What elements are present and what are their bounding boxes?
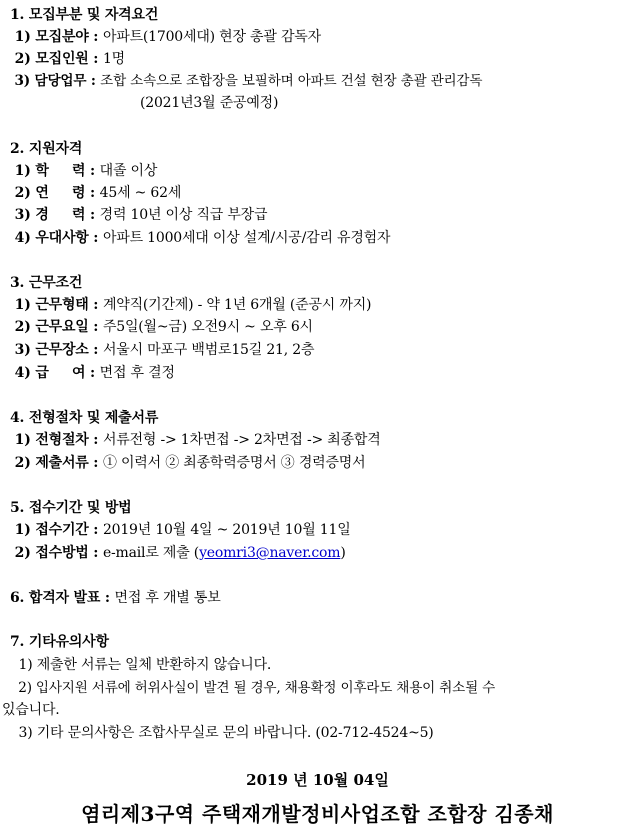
s1-item-3-label: 3) 담당업무 :	[10, 73, 101, 89]
s2-item-2-label: 2) 연 령 :	[10, 185, 100, 201]
s5-item-2-label: 2) 접수방법 :	[10, 545, 103, 561]
s2-item-2-value: 45세 ~ 62세	[99, 185, 182, 201]
s2-item-4-value: 아파트 1000세대 이상 설계/시공/감리 유경험자	[102, 230, 391, 246]
s5-item-1-label: 1) 접수기간 :	[10, 522, 103, 538]
s1-item-1-label: 1) 모집분야 :	[10, 29, 103, 45]
s3-item-3-label: 3) 근무장소 :	[10, 342, 103, 358]
s3-item-1	[10, 296, 371, 314]
s3-item-3	[10, 341, 314, 359]
s2-item-4-label: 4) 우대사항 :	[10, 230, 103, 246]
s4-item-2-label: 2) 제출서류 :	[10, 455, 103, 471]
email-link[interactable]: yeomri3@naver.com	[199, 545, 341, 561]
s3-item-1-label: 1) 근무형태 :	[10, 297, 103, 313]
s3-item-1-value: 계약직(기간제) - 약 1년 6개월 (준공시 까지)	[102, 297, 372, 313]
section-4-title: 4. 전형절차 및 제출서류	[10, 410, 159, 426]
notice-date: 2019 년 10월 04일	[246, 771, 389, 789]
s7-item-3: 3) 기타 문의사항은 조합사무실로 문의 바랍니다. (02-712-4524~5)	[10, 725, 434, 741]
section-2-title: 2. 지원자격	[10, 141, 83, 157]
s1-item-3-value: 조합 소속으로 조합장을 보필하며 아파트 건설 현장 총괄 관리감독	[100, 73, 483, 89]
s2-item-1-value: 대졸 이상	[99, 163, 158, 179]
s1-item-2-label: 2) 모집인원 :	[10, 51, 103, 67]
section-6-value: 면접 후 개별 통보	[114, 590, 221, 606]
s2-item-3	[10, 206, 267, 224]
s2-item-3-label: 3) 경 력 :	[10, 207, 100, 223]
s4-item-1-label: 1) 전형절차 :	[10, 432, 103, 448]
s7-item-2: 2) 입사지원 서류에 허위사실이 발견 될 경우, 채용확정 이후라도 채용이 취소될 수	[10, 680, 496, 696]
section-3-title: 3. 근무조건	[10, 275, 83, 291]
section-5-title: 5. 접수기간 및 방법	[10, 500, 132, 516]
s5-item-1	[10, 521, 351, 539]
s4-item-2-value: ① 이력서 ② 최종학력증명서 ③ 경력증명서	[102, 455, 366, 471]
s1-item-2	[10, 50, 125, 68]
s5-item-2	[10, 544, 346, 562]
s2-item-1	[10, 162, 157, 180]
s2-item-1-label: 1) 학 력 :	[10, 163, 100, 179]
s5-item-2-value: e-mail로 제출 (	[102, 545, 200, 561]
s3-item-4	[10, 364, 175, 382]
s3-item-4-label: 4) 급 여 :	[10, 365, 100, 381]
s1-item-1	[10, 28, 321, 46]
s3-item-3-value: 서울시 마포구 백범로15길 21, 2층	[102, 342, 315, 358]
s3-item-2-label: 2) 근무요일 :	[10, 319, 103, 335]
s7-item-1: 1) 제출한 서류는 일체 반환하지 않습니다.	[10, 657, 272, 673]
s4-item-1	[10, 431, 381, 449]
s2-item-3-value: 경력 10년 이상 직급 부장급	[99, 207, 268, 223]
s7-item-2-continuation: 있습니다.	[2, 702, 60, 718]
s5-item-1-value: 2019년 10월 4일 ~ 2019년 10월 11일	[102, 522, 351, 538]
s1-item-2-value: 1명	[102, 51, 125, 67]
s4-item-2	[10, 454, 365, 472]
s2-item-4	[10, 229, 390, 247]
s3-item-2-value: 주5일(월~금) 오전9시 ~ 오후 6시	[102, 319, 313, 335]
s1-item-3-continuation: (2021년3월 준공예정)	[140, 95, 279, 111]
s4-item-1-value: 서류전형 -> 1차면접 -> 2차면접 -> 최종합격	[102, 432, 381, 448]
s5-item-2-close: )	[340, 545, 346, 561]
s1-item-1-value: 아파트(1700세대) 현장 총괄 감독자	[102, 29, 321, 45]
section-7-title: 7. 기타유의사항	[10, 634, 109, 650]
s3-item-2	[10, 318, 313, 336]
s1-item-3	[10, 72, 482, 90]
section-6-title	[10, 589, 221, 607]
section-6-label: 6. 합격자 발표 :	[10, 590, 115, 606]
issuer-signature: 염리제3구역 주택재개발정비사업조합 조합장 김종채	[81, 802, 554, 826]
s2-item-2	[10, 184, 181, 202]
section-1-title: 1. 모집부분 및 자격요건	[10, 7, 159, 23]
s3-item-4-value: 면접 후 결정	[99, 365, 175, 381]
